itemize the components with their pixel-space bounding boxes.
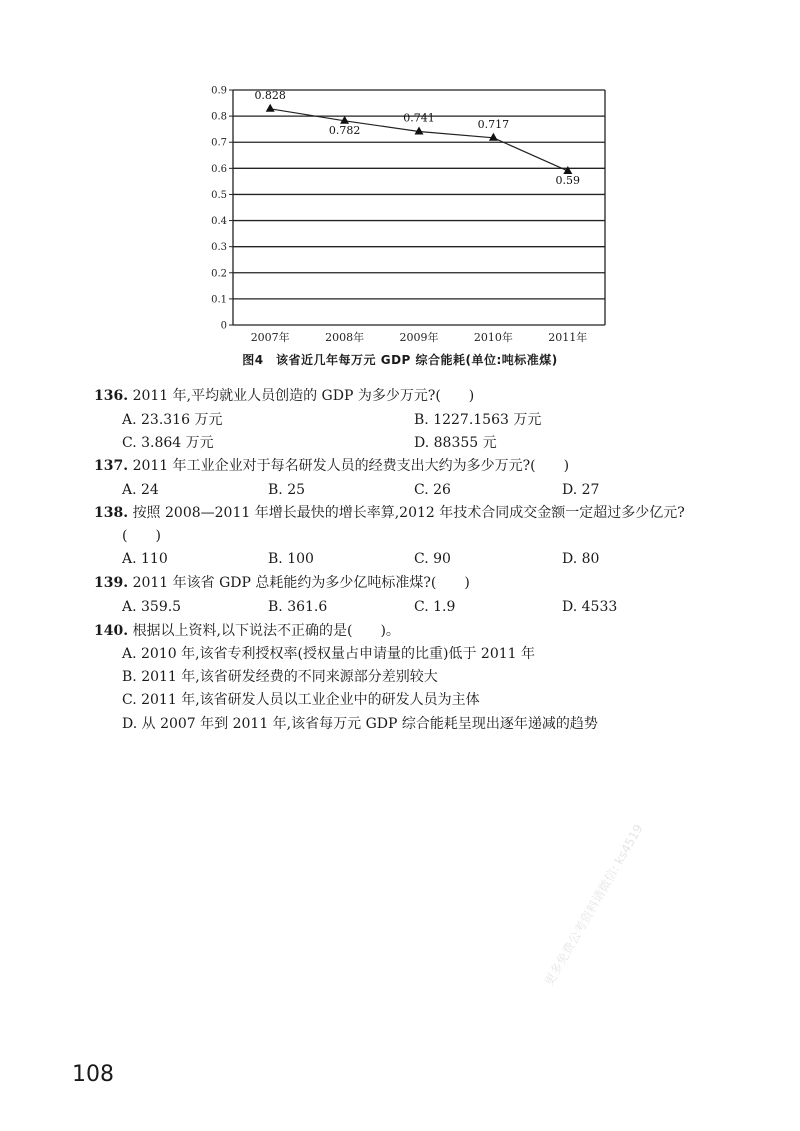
y-tick-label: 0.9 xyxy=(211,85,227,97)
option-b[interactable]: B. 25 xyxy=(268,482,306,498)
y-tick-label: 0.7 xyxy=(211,137,227,149)
chart-x-tick-labels xyxy=(251,330,588,344)
data-value-label: 0.828 xyxy=(254,88,286,102)
page-number: 108 xyxy=(72,1062,114,1087)
question-138-answer-bracket: ( ) xyxy=(122,528,161,544)
option-d[interactable]: D. 27 xyxy=(562,482,600,498)
option-d[interactable]: D. 4533 xyxy=(562,599,618,615)
chart-gridlines xyxy=(229,90,605,325)
x-tick-label: 2011年 xyxy=(548,331,588,344)
question-138 xyxy=(94,503,685,523)
question-139 xyxy=(94,573,470,593)
question-137 xyxy=(94,456,569,476)
y-tick-label: 0.1 xyxy=(211,294,227,306)
data-point-marker xyxy=(489,133,498,141)
option-b[interactable]: B. 2011 年,该省研发经费的不同来源部分差别较大 xyxy=(122,669,438,685)
question-text: 按照 2008—2011 年增长最快的增长率算,2012 年技术合同成交金额一定超过多少亿元? xyxy=(132,505,685,521)
option-a[interactable]: A. 359.5 xyxy=(122,599,182,615)
chart-y-tick-labels xyxy=(211,86,227,332)
data-value-label: 0.717 xyxy=(477,117,510,131)
data-point-marker xyxy=(266,104,275,112)
option-c[interactable]: C. 1.9 xyxy=(414,599,456,615)
y-tick-label: 0.8 xyxy=(211,111,227,123)
option-a[interactable]: A. 2010 年,该省专利授权率(授权量占申请量的比重)低于 2011 年 xyxy=(122,646,535,662)
chart-data-labels xyxy=(254,89,580,187)
watermark-text: 更多免费公考资料请微信: ks4519 xyxy=(541,821,646,988)
option-c[interactable]: C. 26 xyxy=(414,482,451,498)
data-value-label: 0.741 xyxy=(403,111,435,125)
question-text: 2011 年工业企业对于每名研发人员的经费支出大约为多少万元?( ) xyxy=(132,458,570,474)
question-number: 140. xyxy=(94,623,129,639)
question-text: 根据以上资料,以下说法不正确的是( )。 xyxy=(132,623,400,639)
y-tick-label: 0.6 xyxy=(211,163,227,175)
x-tick-label: 2010年 xyxy=(473,331,513,344)
option-b[interactable]: B. 361.6 xyxy=(268,599,328,615)
option-d[interactable]: D. 从 2007 年到 2011 年,该省每万元 GDP 综合能耗呈现出逐年递减的趋势 xyxy=(122,716,598,732)
option-a[interactable]: A. 110 xyxy=(122,551,168,567)
question-number: 136. xyxy=(94,388,129,404)
question-number: 137. xyxy=(94,458,129,474)
y-tick-label: 0.2 xyxy=(211,268,227,280)
y-tick-label: 0.5 xyxy=(211,189,227,201)
option-b[interactable]: B. 1227.1563 万元 xyxy=(414,412,542,428)
question-136 xyxy=(94,386,474,406)
option-b[interactable]: B. 100 xyxy=(268,551,314,567)
y-tick-label: 0 xyxy=(220,320,227,332)
data-value-label: 0.782 xyxy=(328,123,361,137)
option-d[interactable]: D. 80 xyxy=(562,551,600,567)
option-d[interactable]: D. 88355 元 xyxy=(414,435,497,451)
question-number: 139. xyxy=(94,575,129,591)
question-text: 2011 年该省 GDP 总耗能约为多少亿吨标准煤?( ) xyxy=(132,575,470,591)
y-tick-label: 0.4 xyxy=(211,216,227,228)
question-140 xyxy=(94,621,400,641)
energy-consumption-line-chart xyxy=(200,80,620,350)
y-tick-label: 0.3 xyxy=(211,242,227,254)
option-c[interactable]: C. 2011 年,该省研发人员以工业企业中的研发人员为主体 xyxy=(122,692,480,708)
option-a[interactable]: A. 24 xyxy=(122,482,159,498)
x-tick-label: 2007年 xyxy=(250,331,290,344)
x-tick-label: 2008年 xyxy=(325,331,365,344)
question-text: 2011 年,平均就业人员创造的 GDP 为多少万元?( ) xyxy=(132,388,475,404)
option-a[interactable]: A. 23.316 万元 xyxy=(122,412,223,428)
chart-caption: 图4 该省近几年每万元 GDP 综合能耗(单位:吨标准煤) xyxy=(242,353,558,367)
option-c[interactable]: C. 90 xyxy=(414,551,451,567)
option-c[interactable]: C. 3.864 万元 xyxy=(122,435,214,451)
question-number: 138. xyxy=(94,505,129,521)
data-value-label: 0.59 xyxy=(555,173,581,187)
x-tick-label: 2009年 xyxy=(399,331,439,344)
